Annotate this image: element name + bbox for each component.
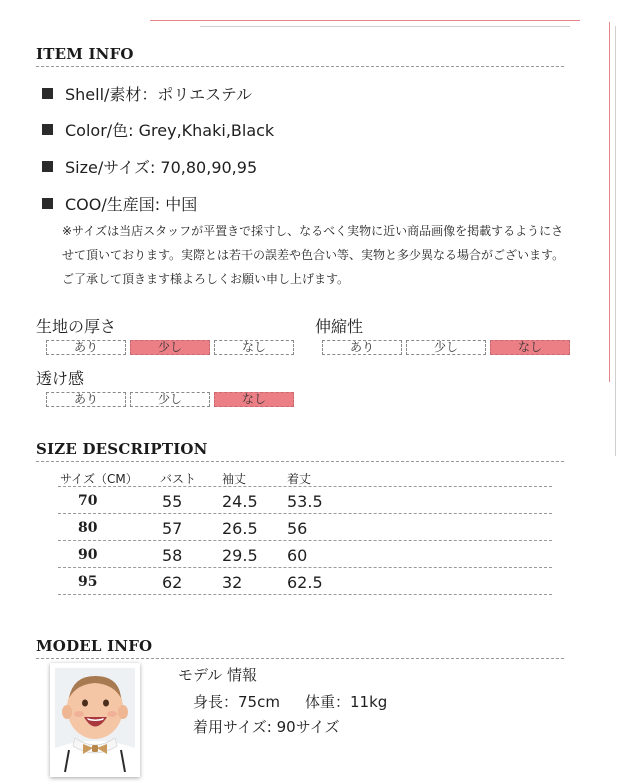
size-cell-size: 80 <box>78 520 98 536</box>
size-cell-length: 62.5 <box>287 573 323 592</box>
sheer-option-nashi: なし <box>214 392 294 407</box>
info-row-size <box>42 155 257 178</box>
info-row-label: Size/サイズ: 70,80,90,95 <box>65 158 258 177</box>
model-size-worn: 着用サイズ: 90サイズ <box>193 718 340 736</box>
row-rule <box>58 594 552 595</box>
size-cell-sleeve: 24.5 <box>222 492 258 511</box>
stretch-label: 伸縮性 <box>315 317 364 336</box>
bullet-square-icon <box>42 88 53 99</box>
model-weight: 体重：11kg <box>305 693 388 711</box>
model-info-title: MODEL INFO <box>36 637 153 655</box>
row-rule <box>58 540 552 541</box>
size-cell-sleeve: 32 <box>222 573 243 592</box>
top-rule-red <box>150 20 580 21</box>
size-header-size: サイズ（CM） <box>60 472 138 486</box>
row-rule <box>58 567 552 568</box>
right-rule-red <box>609 22 610 382</box>
model-info-rule <box>36 658 564 659</box>
size-cell-bust: 62 <box>162 573 183 592</box>
size-header-rule <box>58 486 552 487</box>
size-header-sleeve: 袖丈 <box>222 472 247 486</box>
sheer-option-sukoshi: 少し <box>130 392 210 407</box>
item-info-title: ITEM INFO <box>36 45 134 63</box>
bullet-square-icon <box>42 198 53 209</box>
stretch-option-nashi: なし <box>490 340 570 355</box>
right-rule-gray <box>615 26 616 456</box>
size-description-rule <box>36 461 564 462</box>
info-row-material <box>42 82 252 105</box>
model-photo <box>50 663 140 777</box>
size-description-title: SIZE DESCRIPTION <box>36 440 208 458</box>
info-row-color <box>42 118 274 141</box>
bullet-square-icon <box>42 124 53 135</box>
sheer-label: 透け感 <box>36 369 85 388</box>
thickness-option-ari: あり <box>46 340 126 355</box>
size-note: ※サイズは当店スタッフが平置きで採寸し、なるべく実物に近い商品画像を掲載するようにさせて頂いております。実際とは若干の誤差や色合い等、実物と多少異なる場合がございます。ご了承して頂きます様よろしくお願い申し上げます。 <box>62 224 565 286</box>
size-cell-length: 53.5 <box>287 492 323 511</box>
thickness-option-sukoshi: 少し <box>130 340 210 355</box>
row-rule <box>58 513 552 514</box>
info-row-label: COO/生産国: 中国 <box>65 195 198 214</box>
size-cell-sleeve: 26.5 <box>222 519 258 538</box>
size-cell-bust: 55 <box>162 492 183 511</box>
bullet-square-icon <box>42 161 53 172</box>
size-header-length: 着丈 <box>287 472 312 486</box>
size-header-bust: バスト <box>160 472 197 486</box>
size-cell-bust: 57 <box>162 519 183 538</box>
size-cell-bust: 58 <box>162 546 183 565</box>
thickness-label: 生地の厚さ <box>36 317 117 336</box>
model-height: 身長：75cm <box>193 693 280 711</box>
info-row-origin <box>42 192 197 215</box>
size-cell-sleeve: 29.5 <box>222 546 258 565</box>
item-info-rule <box>36 66 564 67</box>
sheer-option-ari: あり <box>46 392 126 407</box>
size-cell-size: 95 <box>78 574 98 590</box>
info-row-label: Color/色: Grey,Khaki,Black <box>65 121 275 140</box>
top-rule-gray <box>200 26 570 27</box>
baby-photo-icon <box>55 668 135 772</box>
size-cell-length: 60 <box>287 546 308 565</box>
stretch-option-ari: あり <box>322 340 402 355</box>
size-cell-length: 56 <box>287 519 308 538</box>
size-cell-size: 90 <box>78 547 98 563</box>
thickness-option-nashi: なし <box>214 340 294 355</box>
info-row-label: Shell/素材：ポリエステル <box>65 85 252 104</box>
stretch-option-sukoshi: 少し <box>406 340 486 355</box>
size-cell-size: 70 <box>78 493 98 509</box>
model-info-heading: モデル 情報 <box>178 666 258 684</box>
